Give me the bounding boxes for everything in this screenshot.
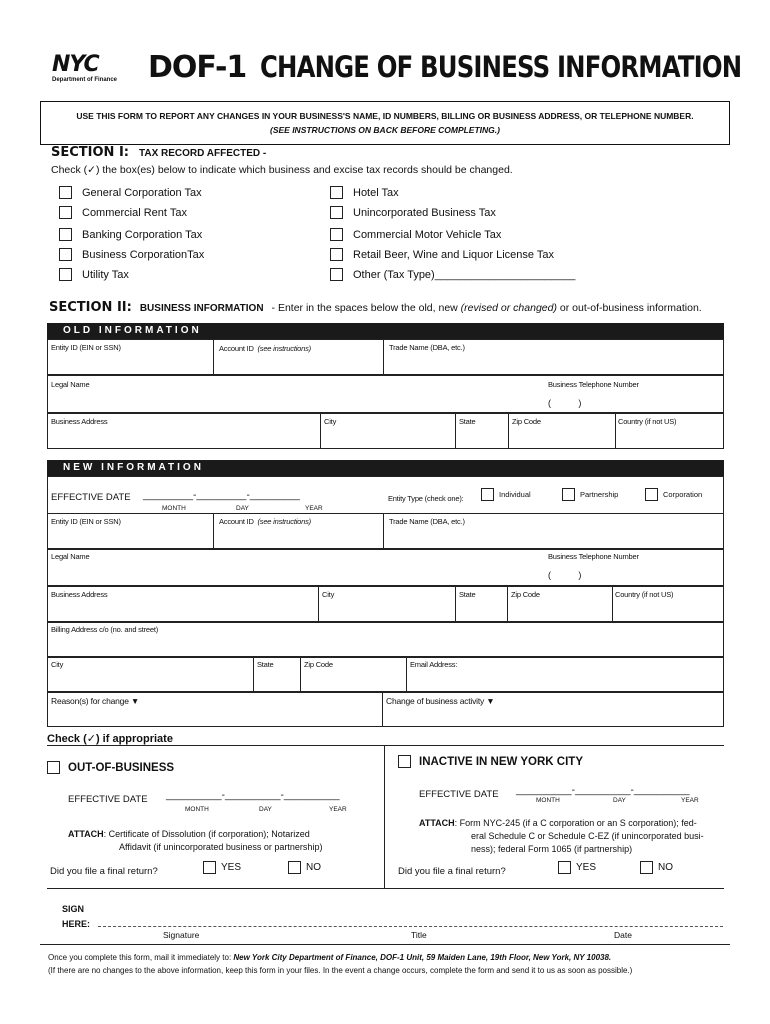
attach-label: ATTACH xyxy=(68,829,104,839)
out-attach-line-2: Affidavit (if unincorporated business or partnership) xyxy=(119,842,323,852)
in-attach xyxy=(419,817,704,856)
yes-label: YES xyxy=(576,862,597,873)
month-label: MONTH xyxy=(162,505,186,512)
month-label: MONTH xyxy=(185,806,209,813)
divider xyxy=(383,339,384,375)
divider xyxy=(612,586,613,622)
inactive-label: INACTIVE IN NEW YORK CITY xyxy=(419,755,583,768)
old-address-label: Business Address xyxy=(51,417,108,426)
tax-option-label: Commercial Rent Tax xyxy=(82,206,187,219)
tax-option-hotel[interactable] xyxy=(330,186,399,199)
checkbox[interactable] xyxy=(481,488,494,501)
tax-option-label: Unincorporated Business Tax xyxy=(353,206,496,219)
in-attach-text-1: : Form NYC-245 (if a C corporation or an S corporation); fed- xyxy=(454,818,697,828)
divider xyxy=(383,513,384,549)
tax-option-motor-vehicle[interactable] xyxy=(330,228,501,241)
out-attach-text-1: : Certificate of Dissolution (if corporation); Notarized xyxy=(103,829,310,839)
new-entity-id-label: Entity ID (EIN or SSN) xyxy=(51,517,121,526)
section1-title: SECTION I: xyxy=(51,145,129,160)
new-state-label: State xyxy=(459,590,476,599)
new-zip-label: Zip Code xyxy=(511,590,540,599)
tax-option-label: Business CorporationTax xyxy=(82,248,205,261)
checkbox[interactable] xyxy=(330,248,343,261)
tax-option-label: General Corporation Tax xyxy=(82,186,202,199)
new-info-bar: NEW INFORMATION xyxy=(47,460,724,476)
in-final-no[interactable] xyxy=(640,861,673,874)
out-attach xyxy=(68,828,322,854)
checkbox[interactable] xyxy=(330,186,343,199)
checkbox[interactable] xyxy=(562,488,575,501)
no-label: NO xyxy=(306,862,321,873)
section2-subtitle: BUSINESS INFORMATION xyxy=(139,303,264,314)
day-label: DAY xyxy=(613,797,626,804)
checkbox[interactable] xyxy=(59,228,72,241)
tax-option-business-corp[interactable] xyxy=(59,248,204,261)
footer-note: (If there are no changes to the above information, keep this form in your files. In the event a change occurs, complete the form and send it to us as soon as possible.) xyxy=(48,966,633,975)
old-account-id-note: (see instructions) xyxy=(257,344,311,353)
section1-heading xyxy=(51,145,266,160)
checkbox[interactable] xyxy=(330,228,343,241)
out-effective-label: EFFECTIVE DATE xyxy=(68,794,148,805)
here-label: HERE: xyxy=(62,919,91,929)
in-attach-line-2: eral Schedule C or Schedule C-EZ (if unincorporated busi- xyxy=(471,831,704,841)
checkbox[interactable] xyxy=(47,761,60,774)
sign-label: SIGN xyxy=(62,904,85,914)
sign-here-label xyxy=(62,902,90,932)
checkbox[interactable] xyxy=(288,861,301,874)
divider xyxy=(508,413,509,449)
checkbox[interactable] xyxy=(645,488,658,501)
new-account-id-note: (see instructions) xyxy=(257,517,311,526)
divider xyxy=(47,745,724,746)
old-legal-name-label: Legal Name xyxy=(51,380,90,389)
old-phone-label: Business Telephone Number xyxy=(548,380,639,389)
in-attach-line-3: ness); federal Form 1065 (if partnership) xyxy=(471,844,633,854)
signature-label: Signature xyxy=(163,930,200,940)
tax-option-general-corp[interactable] xyxy=(59,186,202,199)
in-final-return-label: Did you file a final return? xyxy=(398,866,506,877)
footer-mail-line xyxy=(48,953,611,962)
year-label: YEAR xyxy=(305,505,323,512)
new-address-label: Business Address xyxy=(51,590,108,599)
reasons-label: Reason(s) for change ▼ xyxy=(51,696,140,706)
old-info-bar: OLD INFORMATION xyxy=(47,323,724,339)
tax-option-other[interactable] xyxy=(330,268,575,281)
yes-label: YES xyxy=(221,862,242,873)
out-of-business-option[interactable] xyxy=(47,761,174,774)
logo-text: NYC xyxy=(52,52,99,77)
inactive-option[interactable] xyxy=(398,755,583,768)
check-title: Check (✓) if appropriate xyxy=(47,733,173,745)
email-label: Email Address: xyxy=(410,660,458,669)
out-attach-line-1 xyxy=(68,828,322,841)
in-effective-date-blank[interactable]: __________-__________-__________ xyxy=(516,785,690,796)
new-account-id-text: Account ID xyxy=(219,517,254,526)
tax-option-utility[interactable] xyxy=(59,268,129,281)
checkbox[interactable] xyxy=(330,206,343,219)
old-state-label: State xyxy=(459,417,476,426)
divider xyxy=(384,745,385,888)
in-attach-line-1 xyxy=(419,817,704,830)
tax-option-beer-wine[interactable] xyxy=(330,248,554,261)
divider xyxy=(615,413,616,449)
nyc-logo xyxy=(52,54,132,83)
entity-corporation-label: Corporation xyxy=(663,490,703,499)
tax-option-label: Retail Beer, Wine and Liquor License Tax xyxy=(353,248,554,261)
section2-heading xyxy=(49,300,702,315)
new-row-ids xyxy=(47,513,724,549)
in-final-yes[interactable] xyxy=(558,861,596,874)
billing-city-label: City xyxy=(51,660,64,669)
tax-option-unincorporated[interactable] xyxy=(330,206,496,219)
section2-instruction-post: or out-of-business information. xyxy=(556,302,702,314)
divider xyxy=(406,657,407,692)
section1-instruction: Check (✓) the box(es) below to indicate which business and excise tax records should be changed. xyxy=(51,164,513,176)
day-label: DAY xyxy=(236,505,249,512)
section2-instruction xyxy=(272,302,702,314)
old-trade-name-label: Trade Name (DBA, etc.) xyxy=(389,343,465,352)
out-of-business-label: OUT-OF-BUSINESS xyxy=(68,761,175,774)
new-trade-name-label: Trade Name (DBA, etc.) xyxy=(389,517,465,526)
divider xyxy=(507,586,508,622)
out-effective-date-blank[interactable]: __________-__________-__________ xyxy=(166,790,340,801)
title-label: Title xyxy=(411,930,427,940)
activity-label: Change of business activity ▼ xyxy=(386,696,495,706)
new-row-billing-city xyxy=(47,657,724,692)
billing-label: Billing Address c/o (no. and street) xyxy=(51,625,159,634)
divider xyxy=(320,413,321,449)
new-account-id-label xyxy=(219,517,311,526)
tax-option-label: Other (Tax Type)_______________________ xyxy=(353,268,576,281)
section1-subtitle: TAX RECORD AFFECTED - xyxy=(138,148,267,159)
new-effective-label: EFFECTIVE DATE xyxy=(51,492,131,503)
new-phone-parens: ( ) xyxy=(548,570,582,580)
old-account-id-text: Account ID xyxy=(219,344,254,353)
divider xyxy=(47,888,724,889)
divider xyxy=(253,657,254,692)
billing-state-label: State xyxy=(257,660,274,669)
instruction-box xyxy=(40,101,730,145)
section2-instruction-pre: - Enter in the spaces below the old, new xyxy=(271,302,461,314)
footer-mail-address: New York City Department of Finance, DOF-1 Unit, 59 Maiden Lane, 19th Floor, New York, NY 10038. xyxy=(233,953,612,962)
checkbox[interactable] xyxy=(59,268,72,281)
entity-individual[interactable] xyxy=(481,488,531,501)
entity-corporation[interactable] xyxy=(645,488,702,501)
checkbox[interactable] xyxy=(59,186,72,199)
tax-option-label: Commercial Motor Vehicle Tax xyxy=(353,228,502,241)
tax-option-label: Hotel Tax xyxy=(353,186,399,199)
old-account-id-label xyxy=(219,344,311,353)
tax-option-banking-corp[interactable] xyxy=(59,228,202,241)
checkbox[interactable] xyxy=(398,755,411,768)
tax-option-label: Utility Tax xyxy=(82,268,129,281)
old-entity-id-label: Entity ID (EIN or SSN) xyxy=(51,343,121,352)
date-label: Date xyxy=(614,930,632,940)
checkbox[interactable] xyxy=(640,861,653,874)
entity-individual-label: Individual xyxy=(499,490,531,499)
checkbox[interactable] xyxy=(558,861,571,874)
divider xyxy=(382,692,383,727)
old-zip-label: Zip Code xyxy=(512,417,541,426)
divider xyxy=(318,586,319,622)
entity-partnership[interactable] xyxy=(562,488,618,501)
divider xyxy=(40,944,730,945)
form-number: DOF-1 xyxy=(148,50,247,85)
checkbox[interactable] xyxy=(59,248,72,261)
section2-title: SECTION II: xyxy=(49,300,132,315)
instruction-line-2: (SEE INSTRUCTIONS ON BACK BEFORE COMPLETING.) xyxy=(270,125,500,135)
new-city-label: City xyxy=(322,590,335,599)
logo-subtitle: Department of Finance xyxy=(52,77,118,83)
entity-type-label: Entity Type (check one): xyxy=(388,494,464,503)
form-title: CHANGE OF BUSINESS INFORMATION xyxy=(260,50,742,84)
checkbox[interactable] xyxy=(330,268,343,281)
section2-instruction-italic: (revised or changed) xyxy=(460,302,557,314)
new-country-label: Country (if not US) xyxy=(615,590,674,599)
tax-option-label: Banking Corporation Tax xyxy=(82,228,203,241)
divider xyxy=(213,339,214,375)
in-effective-label: EFFECTIVE DATE xyxy=(419,789,499,800)
month-label: MONTH xyxy=(536,797,560,804)
year-label: YEAR xyxy=(329,806,347,813)
new-phone-label: Business Telephone Number xyxy=(548,552,639,561)
no-label: NO xyxy=(658,862,673,873)
old-row-ids xyxy=(47,339,724,375)
day-label: DAY xyxy=(259,806,272,813)
divider xyxy=(213,513,214,549)
divider xyxy=(455,586,456,622)
signature-line[interactable] xyxy=(98,926,723,927)
old-country-label: Country (if not US) xyxy=(618,417,677,426)
tax-option-commercial-rent[interactable] xyxy=(59,206,187,219)
entity-partnership-label: Partnership xyxy=(580,490,619,499)
year-label: YEAR xyxy=(681,797,699,804)
out-final-return-label: Did you file a final return? xyxy=(50,866,158,877)
new-effective-date-blank[interactable]: _________-_________-_________ xyxy=(143,490,300,501)
attach-label: ATTACH xyxy=(419,818,455,828)
checkbox[interactable] xyxy=(59,206,72,219)
old-phone-parens: ( ) xyxy=(548,398,582,408)
checkbox[interactable] xyxy=(203,861,216,874)
old-city-label: City xyxy=(324,417,337,426)
billing-zip-label: Zip Code xyxy=(304,660,333,669)
footer-mail-pre: Once you complete this form, mail it immediately to: xyxy=(48,953,234,962)
out-final-no[interactable] xyxy=(288,861,321,874)
new-legal-name-label: Legal Name xyxy=(51,552,90,561)
divider xyxy=(300,657,301,692)
out-final-yes[interactable] xyxy=(203,861,241,874)
instruction-line-1: USE THIS FORM TO REPORT ANY CHANGES IN YOUR BUSINESS'S NAME, ID NUMBERS, BILLING OR BUSINESS ADDRESS, OR TELEPHONE NUMBER. xyxy=(76,111,694,121)
divider xyxy=(455,413,456,449)
